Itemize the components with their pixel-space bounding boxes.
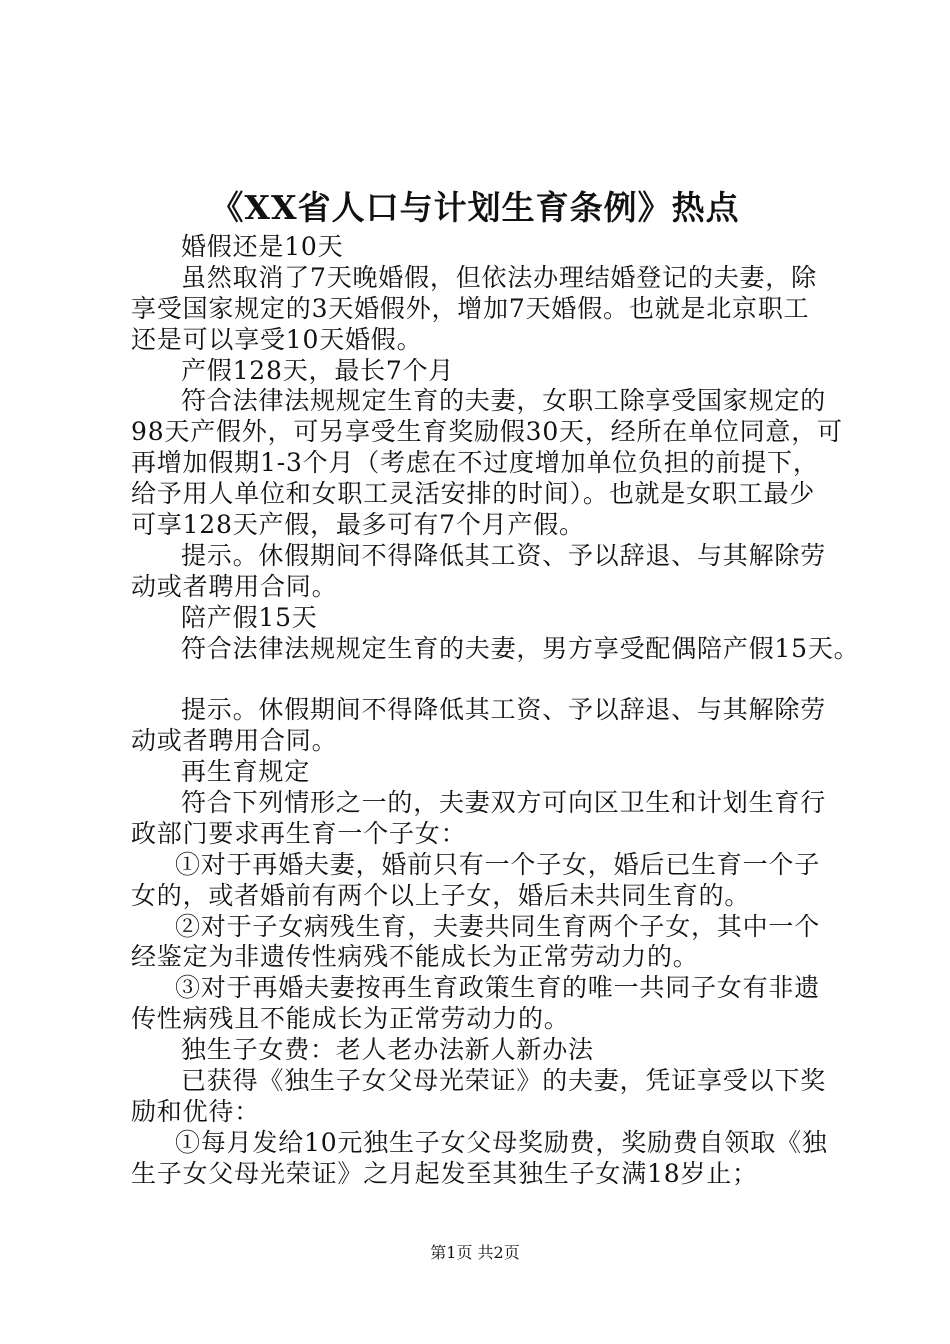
section-heading-only-child-fee: 独生子女费：老人老办法新人新办法 [181, 1035, 594, 1065]
list-item-continuation: 经鉴定为非遗传性病残不能成长为正常劳动力的。 [131, 942, 699, 972]
list-item-continuation: 女的，或者婚前有两个以上子女，婚后未共同生育的。 [131, 880, 751, 910]
section-heading-marriage-leave: 婚假还是10天 [181, 232, 344, 261]
paragraph-line: 享受国家规定的3天婚假外，增加7天婚假。也就是北京职工 [131, 293, 810, 323]
section-heading-maternity-leave: 产假128天，最长7个月 [181, 355, 455, 385]
blank-line [131, 664, 831, 695]
paragraph-line: 98天产假外，可另享受生育奖励假30天，经所在单位同意，可 [131, 417, 843, 447]
tip-line: 提示。休假期间不得降低其工资、予以辞退、与其解除劳 [181, 540, 827, 570]
paragraph-line: 符合法律法规规定生育的夫妻，男方享受配偶陪产假15天。 [181, 633, 860, 663]
section-heading-paternity-leave: 陪产假15天 [181, 602, 318, 632]
document-title: 《XX省人口与计划生育条例》热点 [210, 188, 740, 227]
paragraph-line: 政部门要求再生育一个子女： [131, 818, 467, 848]
paragraph-line: 虽然取消了7天晚婚假，但依法办理结婚登记的夫妻，除 [181, 262, 817, 292]
paragraph-line: 已获得《独生子女父母光荣证》的夫妻，凭证享受以下奖 [181, 1066, 827, 1096]
page-number-footer: 第1页 共2页 [430, 1243, 520, 1262]
paragraph-line: 符合法律法规规定生育的夫妻，女职工除享受国家规定的 [181, 386, 827, 416]
paragraph-line: 再增加假期1-3个月（考虑在不过度增加单位负担的前提下， [131, 448, 819, 478]
list-item: ①每月发给10元独生子女父母奖励费，奖励费自领取《独 [175, 1127, 828, 1157]
paragraph-line: 符合下列情形之一的，夫妻双方可向区卫生和计划生育行 [181, 788, 827, 818]
tip-line: 提示。休假期间不得降低其工资、予以辞退、与其解除劳 [181, 695, 827, 725]
list-item: ③对于再婚夫妻按再生育政策生育的唯一共同子女有非遗 [175, 973, 821, 1003]
paragraph-line: 给予用人单位和女职工灵活安排的时间）。也就是女职工最少 [131, 479, 816, 509]
document-body [131, 232, 860, 1190]
paragraph-line: 还是可以享受10天婚假。 [131, 324, 423, 354]
list-item-continuation: 生子女父母光荣证》之月起发至其独生子女满18岁止； [131, 1158, 758, 1188]
tip-line: 动或者聘用合同。 [131, 726, 338, 756]
paragraph-line: 可享128天产假，最多可有7个月产假。 [131, 510, 585, 540]
list-item-continuation: 传性病残且不能成长为正常劳动力的。 [131, 1004, 570, 1034]
list-item: ①对于再婚夫妻，婚前只有一个子女，婚后已生育一个子 [175, 849, 821, 879]
section-heading-second-child: 再生育规定 [181, 757, 311, 787]
list-item: ②对于子女病残生育，夫妻共同生育两个子女，其中一个 [175, 911, 821, 941]
paragraph-line: 励和优待： [131, 1096, 261, 1126]
tip-line: 动或者聘用合同。 [131, 571, 338, 601]
